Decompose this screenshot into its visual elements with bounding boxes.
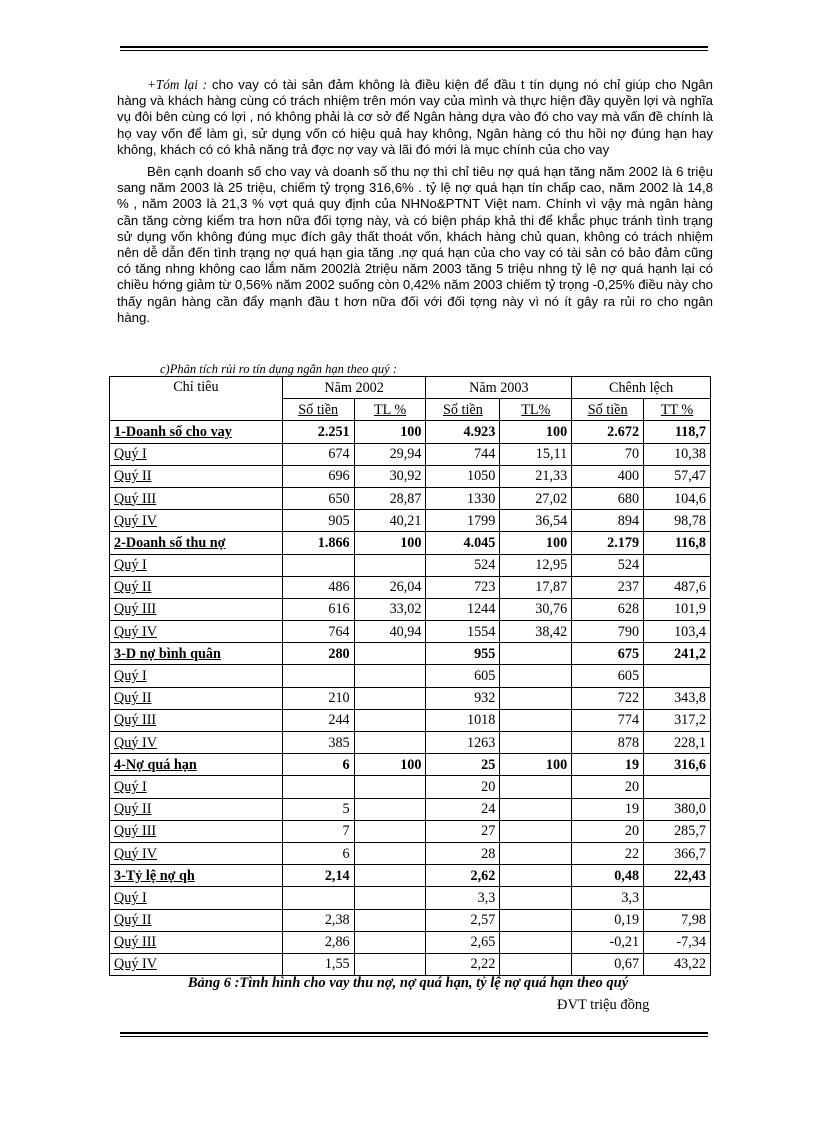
table-row [110, 842, 711, 864]
row-label: Quý III [110, 709, 283, 731]
ratio-2002: 30,92 [354, 465, 426, 487]
row-label: Quý I [110, 554, 283, 576]
ratio-2003 [500, 687, 572, 709]
amount-diff: 878 [572, 732, 644, 754]
row-label: Quý I [110, 776, 283, 798]
table-row [110, 421, 711, 443]
amount-diff: 20 [572, 776, 644, 798]
amount-2003: 20 [426, 776, 500, 798]
ratio-2003 [500, 887, 572, 909]
row-label: Quý IV [110, 732, 283, 754]
ratio-diff: 7,98 [644, 909, 711, 931]
table-row [110, 532, 711, 554]
ratio-diff: 101,9 [644, 598, 711, 620]
amount-2002: 5 [282, 798, 354, 820]
ratio-2002 [354, 732, 426, 754]
ratio-diff: 317,2 [644, 709, 711, 731]
ratio-diff: 22,43 [644, 865, 711, 887]
row-label: Quý III [110, 598, 283, 620]
bottom-rule [120, 1032, 708, 1037]
table-row [110, 820, 711, 842]
ratio-2003 [500, 909, 572, 931]
amount-diff: 675 [572, 643, 644, 665]
amount-2003: 932 [426, 687, 500, 709]
amount-diff: 19 [572, 754, 644, 776]
amount-2002: 385 [282, 732, 354, 754]
amount-2003: 4.923 [426, 421, 500, 443]
amount-2003: 28 [426, 842, 500, 864]
ratio-2002: 26,04 [354, 576, 426, 598]
header-so-tien-2003: Số tiền [426, 399, 500, 421]
amount-diff: 237 [572, 576, 644, 598]
amount-2002 [282, 554, 354, 576]
ratio-diff [644, 665, 711, 687]
row-label: Quý I [110, 665, 283, 687]
ratio-diff: 57,47 [644, 465, 711, 487]
row-label: Quý III [110, 487, 283, 509]
ratio-diff: -7,34 [644, 931, 711, 953]
amount-2003: 605 [426, 665, 500, 687]
amount-diff: 19 [572, 798, 644, 820]
table-row [110, 865, 711, 887]
ratio-diff: 116,8 [644, 532, 711, 554]
header-tl-2002: TL % [354, 399, 426, 421]
ratio-2002: 100 [354, 754, 426, 776]
row-label: Quý III [110, 820, 283, 842]
ratio-2002: 40,94 [354, 621, 426, 643]
amount-2002: 210 [282, 687, 354, 709]
amount-diff: 0,67 [572, 953, 644, 975]
table-row [110, 465, 711, 487]
ratio-diff: 10,38 [644, 443, 711, 465]
ratio-diff: 104,6 [644, 487, 711, 509]
table-row [110, 487, 711, 509]
ratio-diff: 241,2 [644, 643, 711, 665]
amount-2003: 27 [426, 820, 500, 842]
ratio-2003: 27,02 [500, 487, 572, 509]
amount-2002: 1,55 [282, 953, 354, 975]
row-label: 3-Tỷ lệ nợ qh [110, 865, 283, 887]
ratio-2002 [354, 798, 426, 820]
amount-diff: 894 [572, 510, 644, 532]
ratio-2002 [354, 842, 426, 864]
section-caption: c)Phân tích rủi ro tín dụng ngắn hạn theo quý : [160, 362, 398, 376]
table-row [110, 687, 711, 709]
row-label: 1-Doanh số cho vay [110, 421, 283, 443]
table-row [110, 909, 711, 931]
ratio-2003 [500, 865, 572, 887]
ratio-2002 [354, 554, 426, 576]
ratio-2003 [500, 798, 572, 820]
amount-2002 [282, 776, 354, 798]
top-rule [120, 46, 708, 51]
row-label: Quý III [110, 931, 283, 953]
ratio-2002: 28,87 [354, 487, 426, 509]
ratio-2002: 100 [354, 421, 426, 443]
ratio-2003: 15,11 [500, 443, 572, 465]
row-label: Quý II [110, 798, 283, 820]
header-chi-tieu: Chỉ tiêu [110, 377, 283, 421]
ratio-2003: 100 [500, 532, 572, 554]
table-row [110, 621, 711, 643]
paragraph-summary [117, 77, 713, 158]
ratio-2002 [354, 776, 426, 798]
ratio-2003: 36,54 [500, 510, 572, 532]
row-label: Quý IV [110, 510, 283, 532]
amount-2003: 723 [426, 576, 500, 598]
ratio-diff [644, 887, 711, 909]
row-label: 3-D nợ bình quân [110, 643, 283, 665]
amount-diff: 2.672 [572, 421, 644, 443]
amount-2003: 4.045 [426, 532, 500, 554]
row-label: 4-Nợ quá hạn [110, 754, 283, 776]
ratio-diff [644, 776, 711, 798]
row-label: Quý I [110, 443, 283, 465]
ratio-diff: 98,78 [644, 510, 711, 532]
amount-2003: 25 [426, 754, 500, 776]
row-label: Quý II [110, 465, 283, 487]
header-year-2003: Năm 2003 [426, 377, 572, 399]
amount-2002: 244 [282, 709, 354, 731]
amount-diff: 628 [572, 598, 644, 620]
ratio-2003 [500, 820, 572, 842]
amount-2003: 1554 [426, 621, 500, 643]
amount-2002: 7 [282, 820, 354, 842]
ratio-2002: 40,21 [354, 510, 426, 532]
amount-diff: 524 [572, 554, 644, 576]
amount-2003: 2,57 [426, 909, 500, 931]
ratio-2003 [500, 732, 572, 754]
amount-2002: 1.866 [282, 532, 354, 554]
ratio-2002 [354, 820, 426, 842]
amount-diff: 774 [572, 709, 644, 731]
ratio-diff: 118,7 [644, 421, 711, 443]
amount-diff: 3,3 [572, 887, 644, 909]
ratio-2002: 29,94 [354, 443, 426, 465]
amount-2003: 744 [426, 443, 500, 465]
amount-diff: 0,19 [572, 909, 644, 931]
ratio-2002 [354, 909, 426, 931]
amount-2002: 2,14 [282, 865, 354, 887]
amount-diff: 605 [572, 665, 644, 687]
amount-2002: 650 [282, 487, 354, 509]
ratio-2003 [500, 776, 572, 798]
amount-diff: 2.179 [572, 532, 644, 554]
amount-2002: 616 [282, 598, 354, 620]
table-row [110, 776, 711, 798]
amount-2003: 1244 [426, 598, 500, 620]
amount-diff: 790 [572, 621, 644, 643]
table-row [110, 709, 711, 731]
amount-2002: 6 [282, 754, 354, 776]
amount-2003: 2,22 [426, 953, 500, 975]
amount-2002: 2.251 [282, 421, 354, 443]
amount-diff: 680 [572, 487, 644, 509]
ratio-2003 [500, 643, 572, 665]
ratio-2003: 30,76 [500, 598, 572, 620]
ratio-2003: 12,95 [500, 554, 572, 576]
ratio-2003: 17,87 [500, 576, 572, 598]
ratio-2002 [354, 665, 426, 687]
amount-diff: 70 [572, 443, 644, 465]
ratio-diff: 316,6 [644, 754, 711, 776]
row-label: Quý IV [110, 621, 283, 643]
table-row [110, 887, 711, 909]
ratio-diff: 228,1 [644, 732, 711, 754]
ratio-2002 [354, 931, 426, 953]
table-row [110, 953, 711, 975]
header-difference: Chênh lệch [572, 377, 711, 399]
summary-body: cho vay có tài sản đảm không là điều kiện để đầu t tín dụng nó chỉ giúp cho Ngân hàng và khách hàng cùng có trách nhiệm trên món vay của mình và thực hiện đầy quyền lợi và nghĩa vụ đôi bên cùng có lợi , nó không phải là cơ sở để Ngân hàng dựa vào đó cho vay mà vấn đề chính là họ vay vốn để làm gì, sử dụng vốn có hiệu quả hay không, Ngân hàng có thu hồi nợ đúng hạn hay không, khách có có khả năng trả đợc nợ vay và lãi đó mới là mục chính của cho vay [117, 77, 713, 157]
amount-diff: 400 [572, 465, 644, 487]
row-label: Quý II [110, 909, 283, 931]
ratio-2003: 100 [500, 754, 572, 776]
ratio-diff: 380,0 [644, 798, 711, 820]
amount-2003: 3,3 [426, 887, 500, 909]
row-label: Quý I [110, 887, 283, 909]
amount-2003: 1263 [426, 732, 500, 754]
amount-2002: 280 [282, 643, 354, 665]
amount-2003: 1050 [426, 465, 500, 487]
amount-2003: 524 [426, 554, 500, 576]
table-row [110, 598, 711, 620]
amount-2002: 486 [282, 576, 354, 598]
amount-2002: 6 [282, 842, 354, 864]
ratio-2003: 38,42 [500, 621, 572, 643]
amount-2002: 696 [282, 465, 354, 487]
amount-diff: 0,48 [572, 865, 644, 887]
table-row [110, 665, 711, 687]
table-row [110, 643, 711, 665]
header-tl-2003: TL% [500, 399, 572, 421]
amount-2002: 764 [282, 621, 354, 643]
ratio-diff: 366,7 [644, 842, 711, 864]
table-row [110, 443, 711, 465]
row-label: 2-Doanh số thu nợ [110, 532, 283, 554]
ratio-2003: 100 [500, 421, 572, 443]
ratio-2003 [500, 709, 572, 731]
row-label: Quý II [110, 687, 283, 709]
table-caption: Bảng 6 :Tình hình cho vay thu nợ, nợ quá hạn, tỷ lệ nợ quá hạn theo quý [187, 975, 629, 991]
unit-label: ĐVT triệu đồng [557, 997, 650, 1013]
amount-diff: -0,21 [572, 931, 644, 953]
amount-diff: 22 [572, 842, 644, 864]
amount-2002: 2,86 [282, 931, 354, 953]
ratio-2003: 21,33 [500, 465, 572, 487]
body-text [117, 77, 713, 326]
amount-2002: 905 [282, 510, 354, 532]
table-row [110, 554, 711, 576]
ratio-diff [644, 554, 711, 576]
ratio-2002 [354, 643, 426, 665]
ratio-2003 [500, 931, 572, 953]
amount-2003: 955 [426, 643, 500, 665]
amount-2003: 1330 [426, 487, 500, 509]
table-row [110, 732, 711, 754]
amount-2003: 1018 [426, 709, 500, 731]
ratio-2002 [354, 865, 426, 887]
amount-diff: 722 [572, 687, 644, 709]
ratio-2002: 33,02 [354, 598, 426, 620]
summary-lead: +Tóm lại : [147, 77, 207, 92]
table-row [110, 510, 711, 532]
table-row [110, 798, 711, 820]
header-year-2002: Năm 2002 [282, 377, 426, 399]
ratio-2002 [354, 687, 426, 709]
ratio-diff: 43,22 [644, 953, 711, 975]
amount-2002 [282, 665, 354, 687]
paragraph-overdue: Bên cạnh doanh số cho vay và doanh số thu nợ thì chỉ tiêu nợ quá hạn tăng năm 2002 là 6 triệu sang năm 2003 là 25 triệu, chiếm tỷ trọng 316,6% . tỷ lệ nợ quá hạn tín chấp cao, năm 2002 là 14,8 % , năm 2003 là 21,3 % vợt quá quy định của NHNo&PTNT Việt nam. Chính vì vậy mà ngân hàng cần tăng cờng kiểm tra hơn nữa đối tợng này, và có biện pháp khả thi để khắc phục tránh tình trạng sử dụng vốn không đúng mục đích gây thất thoát vốn, khách hàng chủ quan, không có trách nhiệm nên dễ dẫn đến tình trạng nợ quá hạn gia tăng .nợ quá hạn của cho vay có tài sản có bảo đảm cũng có tăng nhng không cao lắm năm 2002là 2triệu năm 2003 tăng 5 triệu nhng tỷ lệ nợ quá hạnh lại có chiều hớng giảm từ 0,56% năm 2002 suống còn 0,42% năm 2003 chiếm tỷ trọng -0,25% điều này cho thấy ngân hàng cần đẩy mạnh đầu t hơn nữa đối với đối tợng này vì nó ít gây ra rủi ro cho ngân hàng. [117, 164, 713, 325]
table-row [110, 754, 711, 776]
row-label: Quý IV [110, 842, 283, 864]
amount-2003: 2,62 [426, 865, 500, 887]
row-label: Quý IV [110, 953, 283, 975]
ratio-2002 [354, 709, 426, 731]
ratio-diff: 487,6 [644, 576, 711, 598]
ratio-2003 [500, 842, 572, 864]
ratio-diff: 103,4 [644, 621, 711, 643]
amount-2002: 2,38 [282, 909, 354, 931]
header-so-tien-diff: Số tiền [572, 399, 644, 421]
table-body [110, 421, 711, 976]
table-row [110, 931, 711, 953]
row-label: Quý II [110, 576, 283, 598]
ratio-2002: 100 [354, 532, 426, 554]
amount-2003: 1799 [426, 510, 500, 532]
amount-2002: 674 [282, 443, 354, 465]
ratio-diff: 285,7 [644, 820, 711, 842]
amount-2003: 2,65 [426, 931, 500, 953]
ratio-diff: 343,8 [644, 687, 711, 709]
header-so-tien-2002: Số tiền [282, 399, 354, 421]
header-tt-diff: TT % [644, 399, 711, 421]
table-row [110, 576, 711, 598]
ratio-2003 [500, 665, 572, 687]
ratio-2002 [354, 887, 426, 909]
amount-diff: 20 [572, 820, 644, 842]
ratio-2002 [354, 953, 426, 975]
ratio-2003 [500, 953, 572, 975]
amount-2003: 24 [426, 798, 500, 820]
loan-table [109, 376, 711, 976]
amount-2002 [282, 887, 354, 909]
